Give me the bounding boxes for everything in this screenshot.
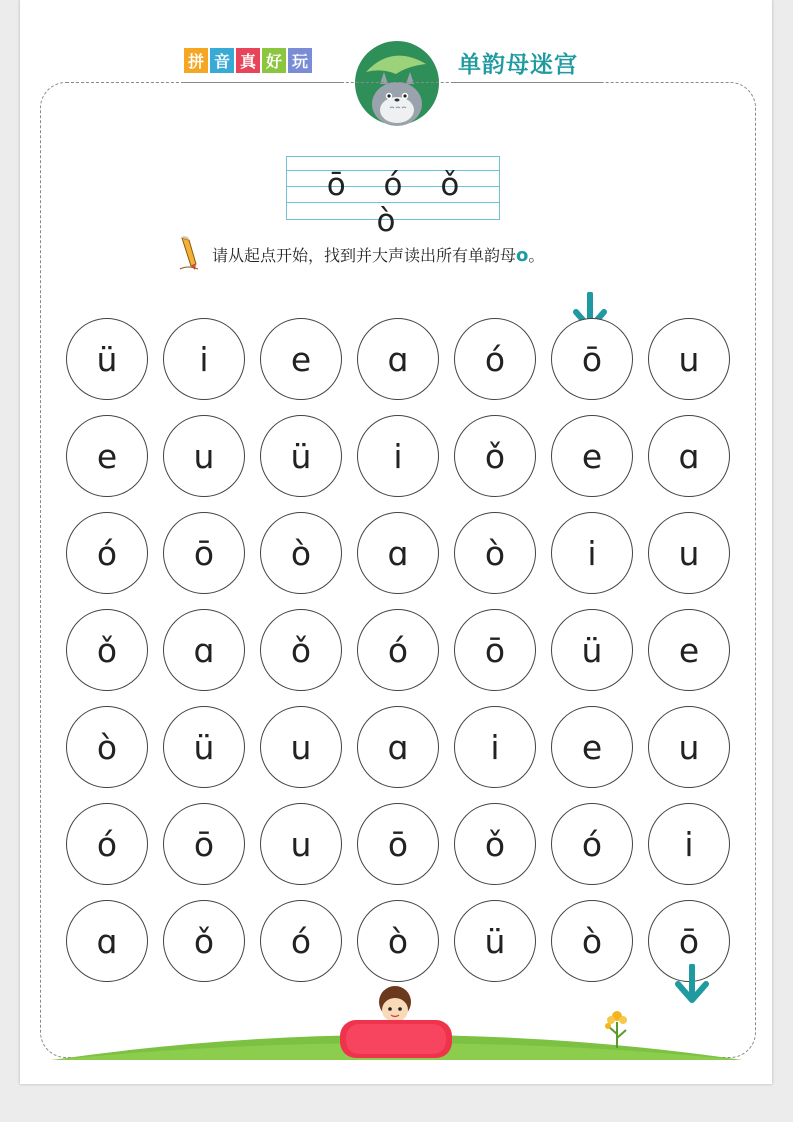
maze-cell[interactable]: ǒ bbox=[163, 900, 245, 982]
header-tile: 真 bbox=[236, 48, 260, 73]
maze-cell[interactable]: u bbox=[260, 803, 342, 885]
maze-cell[interactable]: ō bbox=[648, 900, 730, 982]
maze-cell[interactable]: i bbox=[357, 415, 439, 497]
maze-cell[interactable]: u bbox=[260, 706, 342, 788]
maze-cell[interactable]: ǒ bbox=[454, 415, 536, 497]
maze-cell[interactable]: ɑ bbox=[66, 900, 148, 982]
maze-cell[interactable]: ó bbox=[357, 609, 439, 691]
maze-cell[interactable]: ō bbox=[551, 318, 633, 400]
maze-cell[interactable]: ü bbox=[163, 706, 245, 788]
maze-cell[interactable]: ō bbox=[454, 609, 536, 691]
maze-cell[interactable]: ó bbox=[66, 803, 148, 885]
maze-cell[interactable]: ɑ bbox=[357, 706, 439, 788]
maze-cell[interactable]: e bbox=[648, 609, 730, 691]
maze-cell[interactable]: ü bbox=[551, 609, 633, 691]
maze-cell[interactable]: ó bbox=[66, 512, 148, 594]
instruction-accent-letter: o bbox=[516, 244, 529, 266]
instruction-text: 请从起点开始，找到并大声读出所有单韵母 bbox=[212, 245, 517, 265]
maze-cell[interactable]: i bbox=[648, 803, 730, 885]
maze-cell[interactable]: u bbox=[648, 706, 730, 788]
maze-cell[interactable]: ɑ bbox=[357, 512, 439, 594]
maze-cell[interactable]: ò bbox=[357, 900, 439, 982]
maze-cell[interactable]: ò bbox=[551, 900, 633, 982]
maze-cell[interactable]: ò bbox=[260, 512, 342, 594]
end-arrow-icon bbox=[673, 964, 711, 1006]
maze-cell[interactable]: ǒ bbox=[454, 803, 536, 885]
maze-cell[interactable]: ō bbox=[357, 803, 439, 885]
maze-cell[interactable]: u bbox=[648, 512, 730, 594]
maze-cell[interactable]: ǒ bbox=[66, 609, 148, 691]
header-tile: 音 bbox=[210, 48, 234, 73]
maze-cell[interactable]: ɑ bbox=[163, 609, 245, 691]
maze-cell[interactable]: ō bbox=[163, 803, 245, 885]
maze-cell[interactable]: i bbox=[163, 318, 245, 400]
header-tile: 玩 bbox=[288, 48, 312, 73]
maze-cell[interactable]: e bbox=[551, 415, 633, 497]
worksheet-title: 单韵母迷宫 bbox=[458, 52, 578, 78]
maze-grid bbox=[66, 318, 730, 982]
maze-cell[interactable]: ó bbox=[454, 318, 536, 400]
pencil-icon bbox=[176, 236, 204, 272]
header-tile: 好 bbox=[262, 48, 286, 73]
instruction-line bbox=[176, 236, 544, 272]
maze-cell[interactable]: i bbox=[551, 512, 633, 594]
maze-cell[interactable]: ü bbox=[454, 900, 536, 982]
instruction-end: 。 bbox=[528, 245, 545, 265]
maze-cell[interactable]: ò bbox=[66, 706, 148, 788]
maze-cell[interactable]: i bbox=[454, 706, 536, 788]
flower-icon bbox=[600, 1004, 634, 1048]
maze-cell[interactable]: ǒ bbox=[260, 609, 342, 691]
maze-cell[interactable]: ɑ bbox=[357, 318, 439, 400]
pinyin-tones: ō ó ǒ ò bbox=[326, 167, 474, 239]
maze-cell[interactable]: e bbox=[260, 318, 342, 400]
maze-cell[interactable]: u bbox=[648, 318, 730, 400]
maze-cell[interactable]: ō bbox=[163, 512, 245, 594]
maze-cell[interactable]: ó bbox=[260, 900, 342, 982]
maze-cell[interactable]: e bbox=[66, 415, 148, 497]
maze-cell[interactable]: u bbox=[163, 415, 245, 497]
maze-cell[interactable]: ó bbox=[551, 803, 633, 885]
maze-cell[interactable]: ü bbox=[66, 318, 148, 400]
maze-cell[interactable]: ü bbox=[260, 415, 342, 497]
maze-cell[interactable]: e bbox=[551, 706, 633, 788]
header-badge bbox=[184, 48, 312, 73]
pinyin-writing-box bbox=[286, 156, 500, 239]
maze-cell[interactable]: ɑ bbox=[648, 415, 730, 497]
header-tile: 拼 bbox=[184, 48, 208, 73]
child-illustration bbox=[330, 984, 460, 1060]
maze-cell[interactable]: ò bbox=[454, 512, 536, 594]
